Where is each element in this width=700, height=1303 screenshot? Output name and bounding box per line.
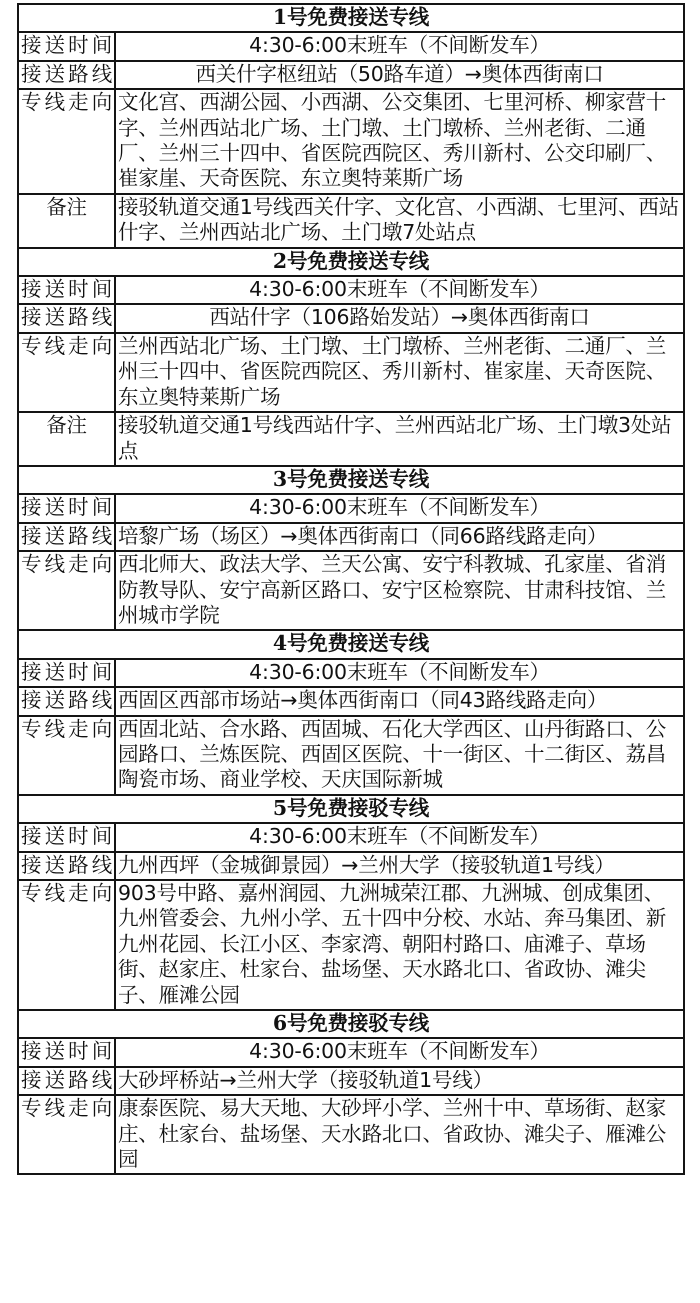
line-5-service-time: 4:30-6:00末班车（不间断发车） bbox=[115, 823, 684, 851]
line-4-header: 4号免费接送专线 bbox=[18, 630, 684, 658]
line-3-service-time: 4:30-6:00末班车（不间断发车） bbox=[115, 494, 684, 522]
line-3-direction: 西北师大、政法大学、兰天公寓、安宁科教城、孔家崖、省消防教导队、安宁高新区路口、安宁区检察院、甘肃科技馆、兰州城市学院 bbox=[115, 551, 684, 630]
label-note: 备注 bbox=[18, 412, 115, 466]
table-row bbox=[18, 89, 684, 194]
table-row bbox=[18, 194, 684, 248]
table-row bbox=[18, 32, 684, 60]
label-line-direction: 专线走向 bbox=[18, 880, 115, 1010]
line-4-service-time: 4:30-6:00末班车（不间断发车） bbox=[115, 659, 684, 687]
label-line-direction: 专线走向 bbox=[18, 89, 115, 194]
line-6-service-route: 大砂坪桥站→兰州大学（接驳轨道1号线） bbox=[115, 1067, 684, 1095]
label-service-time: 接送时间 bbox=[18, 276, 115, 304]
label-service-route: 接送路线 bbox=[18, 523, 115, 551]
section-header-row bbox=[18, 248, 684, 276]
table-row bbox=[18, 1067, 684, 1095]
line-5-service-route: 九州西坪（金城御景园）→兰州大学（接驳轨道1号线） bbox=[115, 852, 684, 880]
table-row bbox=[18, 494, 684, 522]
label-line-direction: 专线走向 bbox=[18, 1095, 115, 1174]
table-row bbox=[18, 852, 684, 880]
line-2-direction: 兰州西站北广场、土门墩、土门墩桥、兰州老街、二通厂、兰州三十四中、省医院西院区、秀川新村、崔家崖、天奇医院、东立奥特莱斯广场 bbox=[115, 333, 684, 412]
line-6-direction: 康泰医院、易大天地、大砂坪小学、兰州十中、草场街、赵家庄、杜家台、盐场堡、天水路北口、省政协、滩尖子、雁滩公园 bbox=[115, 1095, 684, 1174]
line-3-header: 3号免费接送专线 bbox=[18, 466, 684, 494]
label-service-route: 接送路线 bbox=[18, 852, 115, 880]
label-line-direction: 专线走向 bbox=[18, 333, 115, 412]
line-1-service-route: 西关什字枢纽站（50路车道）→奥体西街南口 bbox=[115, 61, 684, 89]
table-row bbox=[18, 304, 684, 332]
line-5-header: 5号免费接驳专线 bbox=[18, 795, 684, 823]
section-header-row bbox=[18, 466, 684, 494]
table-row bbox=[18, 523, 684, 551]
label-service-time: 接送时间 bbox=[18, 823, 115, 851]
line-3-service-route: 培黎广场（场区）→奥体西街南口（同66路线路走向） bbox=[115, 523, 684, 551]
line-4-direction: 西固北站、合水路、西固城、石化大学西区、山丹街路口、公园路口、兰炼医院、西固区医院、十一街区、十二街区、荔昌陶瓷市场、商业学校、天庆国际新城 bbox=[115, 716, 684, 795]
line-1-header: 1号免费接送专线 bbox=[18, 4, 684, 32]
table-row bbox=[18, 551, 684, 630]
table-row bbox=[18, 659, 684, 687]
line-5-direction: 903号中路、嘉州润园、九洲城荣江郡、九洲城、创成集团、九州管委会、九州小学、五十四中分校、水站、奔马集团、新九州花园、长江小区、李家湾、朝阳村路口、庙滩子、草场街、赵家庄、杜家台、盐场堡、天水路北口、省政协、滩尖子、雁滩公园 bbox=[115, 880, 684, 1010]
label-service-route: 接送路线 bbox=[18, 687, 115, 715]
section-header-row bbox=[18, 630, 684, 658]
line-2-header: 2号免费接送专线 bbox=[18, 248, 684, 276]
line-2-note: 接驳轨道交通1号线西站什字、兰州西站北广场、土门墩3处站点 bbox=[115, 412, 684, 466]
table-row bbox=[18, 823, 684, 851]
line-1-note: 接驳轨道交通1号线西关什字、文化宫、小西湖、七里河、西站什字、兰州西站北广场、土门墩7处站点 bbox=[115, 194, 684, 248]
table-row bbox=[18, 880, 684, 1010]
line-6-header: 6号免费接驳专线 bbox=[18, 1010, 684, 1038]
label-service-time: 接送时间 bbox=[18, 32, 115, 60]
line-4-service-route: 西固区西部市场站→奥体西街南口（同43路线路走向） bbox=[115, 687, 684, 715]
table-row bbox=[18, 687, 684, 715]
line-2-service-route: 西站什字（106路始发站）→奥体西街南口 bbox=[115, 304, 684, 332]
line-1-direction: 文化宫、西湖公园、小西湖、公交集团、七里河桥、柳家营十字、兰州西站北广场、土门墩、土门墩桥、兰州老街、二通厂、兰州三十四中、省医院西院区、秀川新村、公交印刷厂、崔家崖、天奇医院、东立奥特莱斯广场 bbox=[115, 89, 684, 194]
section-header-row bbox=[18, 795, 684, 823]
table-row bbox=[18, 716, 684, 795]
table-row bbox=[18, 1038, 684, 1066]
label-service-route: 接送路线 bbox=[18, 304, 115, 332]
line-1-service-time: 4:30-6:00末班车（不间断发车） bbox=[115, 32, 684, 60]
label-service-route: 接送路线 bbox=[18, 61, 115, 89]
free-shuttle-routes-table bbox=[17, 3, 685, 1175]
line-6-service-time: 4:30-6:00末班车（不间断发车） bbox=[115, 1038, 684, 1066]
label-service-time: 接送时间 bbox=[18, 494, 115, 522]
section-header-row bbox=[18, 1010, 684, 1038]
label-line-direction: 专线走向 bbox=[18, 716, 115, 795]
table-row bbox=[18, 1095, 684, 1174]
label-service-time: 接送时间 bbox=[18, 1038, 115, 1066]
table-row bbox=[18, 276, 684, 304]
label-note: 备注 bbox=[18, 194, 115, 248]
line-2-service-time: 4:30-6:00末班车（不间断发车） bbox=[115, 276, 684, 304]
label-service-time: 接送时间 bbox=[18, 659, 115, 687]
table-row bbox=[18, 61, 684, 89]
label-line-direction: 专线走向 bbox=[18, 551, 115, 630]
label-service-route: 接送路线 bbox=[18, 1067, 115, 1095]
table-row bbox=[18, 333, 684, 412]
table-row bbox=[18, 412, 684, 466]
table-body bbox=[18, 4, 684, 1174]
section-header-row bbox=[18, 4, 684, 32]
